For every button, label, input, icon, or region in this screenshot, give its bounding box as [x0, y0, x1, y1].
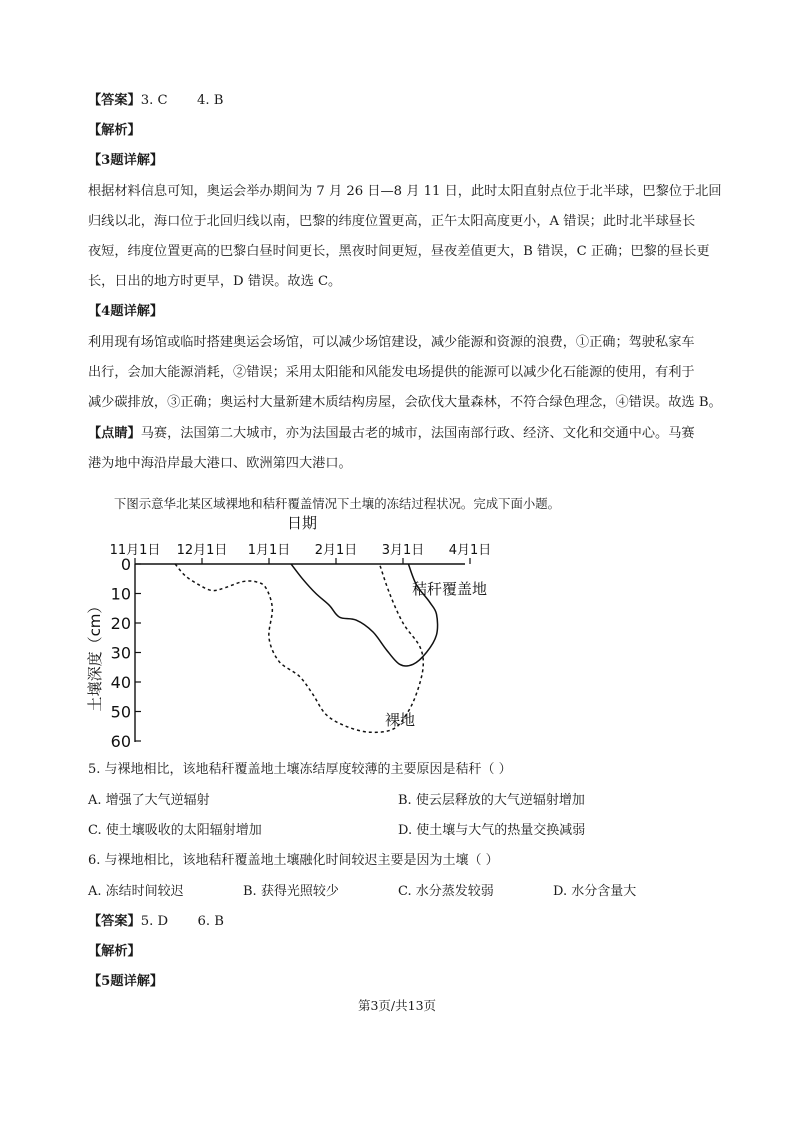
- x-tick-label: 1月1日: [247, 543, 291, 558]
- x-tick-label: 4月1日: [448, 543, 492, 558]
- page-footer: 第3页/共13页: [357, 998, 437, 1013]
- tip-line-1: [88, 425, 695, 443]
- q5-stem: 5. 与裸地相比，该地秸秆覆盖地土壤冻结厚度较薄的主要原因是秸秆（ ）: [88, 762, 512, 777]
- y-tick-label: 60: [110, 732, 131, 751]
- q3-text-line: 根据材料信息可知，奥运会举办期间为 7 月 26 日—8 月 11 日，此时太阳直射点位于北半球，巴黎位于北回: [88, 184, 722, 199]
- answer-tag: 【答案】: [88, 93, 141, 108]
- y-axis-ticks: [111, 555, 141, 751]
- y-tick-label: 50: [110, 702, 131, 722]
- analysis-heading-2: 【解析】: [88, 944, 141, 959]
- x-axis-ticks: [110, 543, 492, 564]
- q5-option-a: A. 增强了大气逆辐射: [88, 793, 210, 808]
- answer-text: 5. D 6. B: [140, 914, 224, 929]
- answer-text: 3. C 4. B: [140, 93, 224, 108]
- q3-heading: 【3题详解】: [88, 153, 164, 168]
- x-tick-label: 3月1日: [381, 543, 425, 558]
- figure-intro: 下图示意华北某区域裸地和秸秆覆盖情况下土壤的冻结过程状况。完成下面小题。: [114, 496, 561, 511]
- tip-text: 马赛，法国第二大城市，亦为法国最古老的城市，法国南部行政、经济、文化和交通中心。马赛: [140, 426, 695, 441]
- chart-title: 日期: [286, 514, 318, 532]
- y-tick-label: 30: [110, 643, 131, 663]
- q5-option-d: D. 使土壤与大气的热量交换减弱: [398, 823, 586, 838]
- y-tick-label: 0: [120, 555, 131, 574]
- y-tick-label: 40: [110, 673, 131, 692]
- series-label-straw: 秸秆覆盖地: [412, 580, 488, 598]
- q6-option-b: B. 获得光照较少: [243, 884, 339, 899]
- q6-stem: 6. 与裸地相比，该地秸秆覆盖地土壤融化时间较迟主要是因为土壤（ ）: [88, 853, 499, 868]
- q4-text-line: 减少碳排放，③正确；奥运村大量新建木质结构房屋，会砍伐大量森林，不符合绿色理念，④错误。故选 B。: [88, 395, 722, 410]
- y-tick-label: 10: [110, 584, 131, 604]
- y-axis-label: 土壤深度（cm）: [86, 598, 104, 712]
- q6-option-a: A. 冻结时间较迟: [88, 884, 184, 899]
- tip-tag: 【点睛】: [88, 426, 141, 441]
- soil-freezing-chart: [80, 510, 500, 755]
- q4-heading: 【4题详解】: [88, 304, 164, 319]
- y-tick-label: 20: [110, 614, 131, 633]
- q5-option-c: C. 使土壤吸收的太阳辐射增加: [88, 823, 262, 838]
- x-tick-label: 2月1日: [314, 543, 358, 558]
- series-label-bare: 裸地: [385, 711, 416, 729]
- q3-text-line: 归线以北，海口位于北回归线以南，巴黎的纬度位置更高，正午太阳高度更小，A 错误；此时北半球昼长: [88, 214, 696, 229]
- q3-text-line: 夜短，纬度位置更高的巴黎白昼时间更长，黑夜时间更短，昼夜差值更大，B 错误，C 正确；巴黎的昼长更: [88, 244, 710, 259]
- q4-text-line: 出行，会加大能源消耗，②错误；采用太阳能和风能发电场提供的能源可以减少化石能源的使用，有利于: [88, 365, 695, 380]
- x-tick-label: 12月1日: [176, 543, 228, 558]
- answer-line-1: [88, 92, 223, 110]
- x-tick-label: 11月1日: [109, 543, 161, 558]
- answer-line-2: [88, 913, 224, 931]
- q3-text-line: 长，日出的地方时更早，D 错误。故选 C。: [88, 274, 342, 289]
- q5-option-b: B. 使云层释放的大气逆辐射增加: [398, 793, 585, 808]
- analysis-heading-1: 【解析】: [88, 123, 141, 138]
- q6-option-d: D. 水分含量大: [553, 884, 637, 899]
- q4-text-line: 利用现有场馆或临时搭建奥运会场馆，可以减少场馆建设，减少能源和资源的浪费，①正确；驾驶私家车: [88, 335, 695, 350]
- q6-option-c: C. 水分蒸发较弱: [398, 884, 494, 899]
- answer-tag: 【答案】: [88, 914, 141, 929]
- tip-line-2: 港为地中海沿岸最大港口、欧洲第四大港口。: [88, 456, 352, 471]
- q5-heading: 【5题详解】: [88, 974, 164, 989]
